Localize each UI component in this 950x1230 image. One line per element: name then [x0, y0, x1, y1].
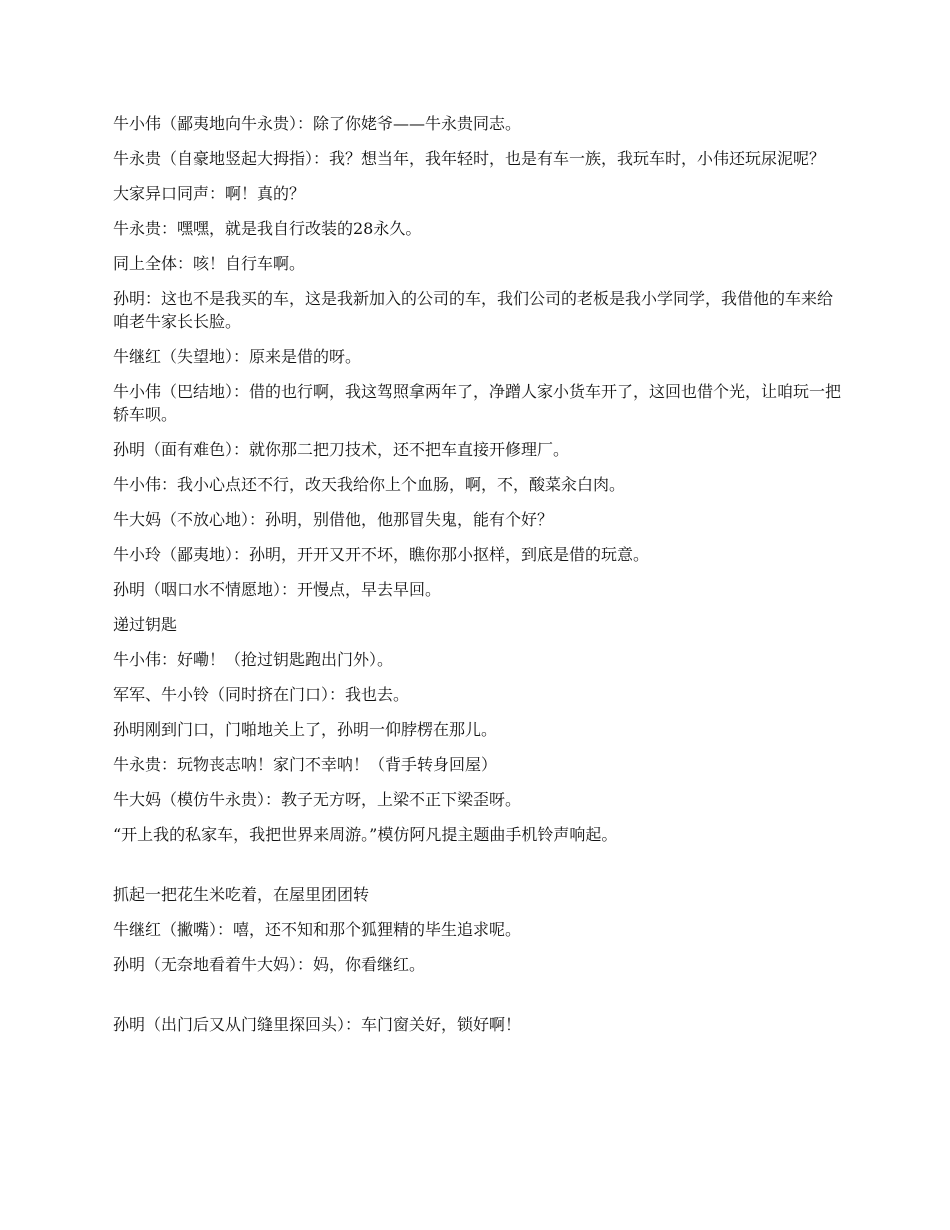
script-line: 牛小伟（巴结地）：借的也行啊，我这驾照拿两年了，净蹭人家小货车开了，这回也借个光，让咱玩一把轿车呗。 — [113, 382, 842, 424]
script-text-body — [113, 112, 843, 1048]
script-line: 牛继红（撇嘴）：嘻，还不知和那个狐狸精的毕生追求呢。 — [113, 920, 522, 939]
script-line: 牛大妈（模仿牛永贵）：教子无方呀，上梁不正下梁歪呀。 — [113, 790, 522, 809]
script-line: 孙明（面有难色）：就你那二把刀技术，还不把车直接开修理厂。 — [113, 440, 570, 459]
blank-line — [113, 988, 843, 1013]
script-line: 孙明（出门后又从门缝里探回头）：车门窗关好，锁好啊！ — [113, 1015, 522, 1034]
script-line: 牛小伟：好嘞！（抢过钥匙跑出门外）。 — [113, 650, 394, 669]
blank-line — [113, 858, 843, 883]
stage-direction: 递过钥匙 — [113, 615, 178, 634]
script-line: 孙明（无奈地看着牛大妈）：妈，你看继红。 — [113, 955, 426, 974]
script-line: 牛永贵（自豪地竖起大拇指）：我？想当年，我年轻时，也是有车一族，我玩车时，小伟还玩尿泥呢？ — [113, 149, 826, 168]
script-line: 牛小玲（鄙夷地）：孙明，开开又开不坏，瞧你那小抠样，到底是借的玩意。 — [113, 545, 650, 564]
script-line: 牛永贵：嘿嘿，就是我自行改装的28永久。 — [113, 219, 422, 238]
stage-direction: “开上我的私家车，我把世界来周游。”模仿阿凡提主题曲手机铃声响起。 — [113, 825, 618, 844]
script-line: 牛继红（失望地）：原来是借的呀。 — [113, 347, 362, 366]
script-line: 孙明：这也不是我买的车，这是我新加入的公司的车，我们公司的老板是我小学同学，我借他的车来给咱老牛家长长脸。 — [113, 289, 834, 331]
stage-direction: 抓起一把花生米吃着，在屋里团团转 — [113, 885, 370, 904]
script-line: 同上全体：咳！自行车啊。 — [113, 254, 306, 273]
stage-direction: 孙明刚到门口，门啪地关上了，孙明一仰脖楞在那儿。 — [113, 720, 498, 739]
script-line: 牛小伟：我小心点还不行，改天我给你上个血肠，啊，不，酸菜汆白肉。 — [113, 475, 626, 494]
script-line: 牛永贵：玩物丧志呐！家门不幸呐！（背手转身回屋） — [113, 755, 498, 774]
script-line: 大家异口同声：啊！真的？ — [113, 184, 306, 203]
script-line: 孙明（咽口水不情愿地）：开慢点，早去早回。 — [113, 580, 442, 599]
script-line: 牛大妈（不放心地）：孙明，别借他，他那冒失鬼，能有个好？ — [113, 510, 554, 529]
script-line: 牛小伟（鄙夷地向牛永贵）：除了你姥爷——牛永贵同志。 — [113, 114, 522, 133]
script-line: 军军、牛小铃（同时挤在门口）：我也去。 — [113, 685, 410, 704]
